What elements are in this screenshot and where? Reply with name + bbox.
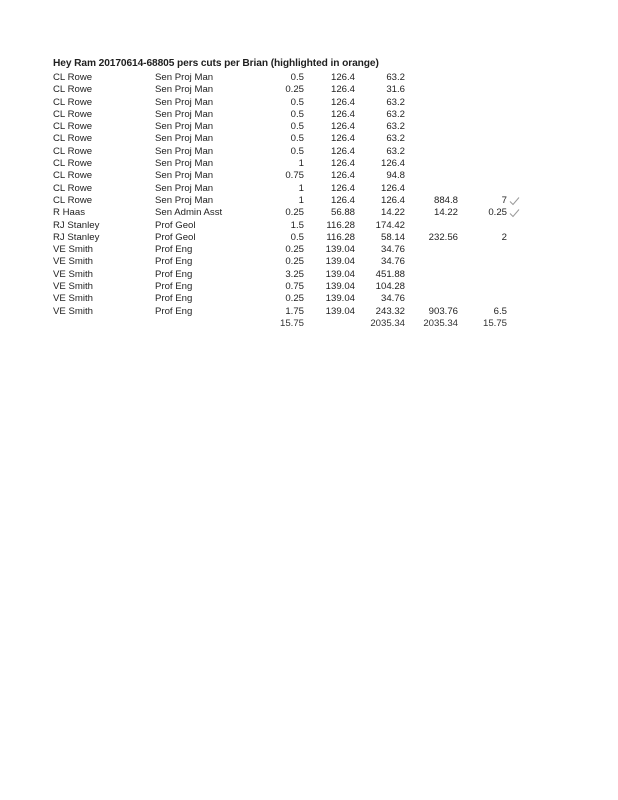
employee-position: Sen Proj Man (155, 96, 214, 108)
hours-value: 0.5 (290, 108, 304, 120)
amount-subtotal: 232.56 (428, 231, 458, 243)
hours-value: 3.25 (285, 268, 304, 280)
amount-value: 31.6 (386, 84, 405, 96)
employee-name: VE Smith (53, 293, 93, 305)
table-row (0, 158, 618, 170)
hours-value: 0.5 (290, 96, 304, 108)
rate-value: 126.4 (330, 133, 355, 145)
employee-position: Prof Geol (155, 231, 196, 243)
table-row (0, 146, 618, 158)
amount-value: 63.2 (386, 108, 405, 120)
employee-position: Sen Proj Man (155, 84, 214, 96)
hours-value: 0.5 (290, 121, 304, 133)
table-row (0, 220, 618, 232)
employee-name: CL Rowe (53, 182, 93, 194)
table-row (0, 269, 618, 281)
hours-value: 0.5 (290, 72, 304, 83)
hours-value: 1.75 (285, 305, 304, 317)
employee-position: Prof Geol (155, 219, 196, 231)
table-row (0, 232, 618, 244)
cost-table (0, 72, 618, 330)
employee-name: VE Smith (53, 244, 93, 256)
rate-value: 126.4 (330, 84, 355, 96)
rate-value: 116.28 (326, 219, 355, 231)
employee-name: CL Rowe (53, 133, 93, 145)
employee-position: Sen Proj Man (155, 72, 214, 83)
employee-position: Prof Eng (155, 268, 193, 280)
check-mark-icon (509, 196, 520, 206)
employee-name: CL Rowe (53, 108, 93, 120)
hours-value: 0.75 (285, 170, 304, 182)
rate-value: 126.4 (330, 158, 355, 170)
amount-value: 63.2 (386, 145, 405, 157)
hours-value: 0.5 (290, 133, 304, 145)
check-mark-icon (509, 208, 520, 218)
amount-value: 243.32 (375, 305, 405, 317)
rate-value: 126.4 (330, 96, 355, 108)
hours-value: 1 (298, 194, 304, 206)
employee-position: Sen Proj Man (155, 170, 214, 182)
hours-value: 0.5 (290, 231, 304, 243)
hours-value: 1 (298, 158, 304, 170)
table-row (0, 183, 618, 195)
amount-value: 63.2 (386, 121, 405, 133)
rate-value: 126.4 (330, 108, 355, 120)
rate-value: 139.04 (325, 293, 355, 305)
amount-subtotal: 884.8 (433, 194, 458, 206)
amount-value: 126.4 (380, 158, 405, 170)
total-hours: 15.75 (279, 317, 304, 329)
rate-value: 126.4 (330, 194, 355, 206)
rate-value: 126.4 (330, 182, 355, 194)
amount-subtotal: 14.22 (433, 207, 458, 219)
total-hours-subtotal: 15.75 (482, 317, 507, 329)
amount-value: 34.76 (380, 244, 405, 256)
employee-position: Sen Proj Man (155, 145, 214, 157)
table-row (0, 97, 618, 109)
employee-name: CL Rowe (53, 72, 93, 83)
amount-value: 104.28 (375, 281, 405, 293)
table-row (0, 121, 618, 133)
employee-name: VE Smith (53, 268, 93, 280)
hours-value: 0.25 (285, 84, 304, 96)
hours-value: 0.25 (285, 244, 304, 256)
rate-value: 116.28 (326, 231, 355, 243)
rate-value: 126.4 (330, 72, 355, 83)
amount-value: 58.14 (380, 231, 405, 243)
hours-value: 0.75 (285, 281, 304, 293)
amount-value: 34.76 (380, 256, 405, 268)
rate-value: 126.4 (330, 145, 355, 157)
employee-position: Sen Proj Man (155, 121, 214, 133)
hours-value: 0.25 (285, 256, 304, 268)
rate-value: 139.04 (325, 244, 355, 256)
employee-name: CL Rowe (53, 145, 93, 157)
hours-value: 1 (298, 182, 304, 194)
table-row (0, 293, 618, 305)
employee-position: Prof Eng (155, 244, 193, 256)
employee-name: R Haas (53, 207, 85, 219)
employee-name: VE Smith (53, 305, 93, 317)
employee-name: CL Rowe (53, 84, 93, 96)
employee-position: Prof Eng (155, 281, 193, 293)
hours-value: 0.25 (285, 293, 304, 305)
employee-name: CL Rowe (53, 194, 93, 206)
amount-value: 126.4 (380, 194, 405, 206)
table-row (0, 133, 618, 145)
amount-value: 63.2 (386, 72, 405, 83)
table-row (0, 72, 618, 84)
hours-subtotal: 2 (501, 231, 507, 243)
hours-value: 1.5 (290, 219, 304, 231)
total-amount: 2035.34 (370, 317, 405, 329)
rate-value: 126.4 (330, 170, 355, 182)
table-row (0, 306, 618, 318)
amount-value: 174.42 (375, 219, 405, 231)
hours-subtotal: 7 (501, 194, 507, 206)
table-row (0, 170, 618, 182)
rate-value: 139.04 (325, 268, 355, 280)
employee-name: VE Smith (53, 281, 93, 293)
amount-value: 14.22 (380, 207, 405, 219)
amount-subtotal: 903.76 (428, 305, 458, 317)
table-row (0, 281, 618, 293)
amount-value: 126.4 (380, 182, 405, 194)
table-row (0, 256, 618, 268)
table-row (0, 195, 618, 207)
employee-position: Prof Eng (155, 293, 193, 305)
employee-name: CL Rowe (53, 96, 93, 108)
amount-value: 451.88 (375, 268, 405, 280)
hours-value: 0.5 (290, 145, 304, 157)
employee-position: Prof Eng (155, 256, 193, 268)
rate-value: 139.04 (325, 281, 355, 293)
employee-position: Sen Proj Man (155, 182, 214, 194)
totals-row (0, 318, 618, 330)
hours-subtotal: 0.25 (488, 207, 507, 219)
employee-position: Sen Proj Man (155, 133, 214, 145)
employee-name: CL Rowe (53, 158, 93, 170)
rate-value: 139.04 (325, 305, 355, 317)
total-subtotal: 2035.34 (423, 317, 458, 329)
hours-value: 0.25 (285, 207, 304, 219)
employee-position: Sen Proj Man (155, 158, 214, 170)
employee-name: CL Rowe (53, 170, 93, 182)
employee-name: VE Smith (53, 256, 93, 268)
table-row (0, 207, 618, 219)
sheet-title: Hey Ram 20170614-68805 pers cuts per Brian (highlighted in orange) (53, 58, 379, 69)
table-row (0, 109, 618, 121)
employee-name: RJ Stanley (53, 231, 100, 243)
table-row (0, 84, 618, 96)
employee-position: Sen Proj Man (155, 194, 214, 206)
amount-value: 63.2 (386, 96, 405, 108)
employee-name: RJ Stanley (53, 219, 100, 231)
hours-subtotal: 6.5 (493, 305, 507, 317)
employee-position: Prof Eng (155, 305, 193, 317)
table-row (0, 244, 618, 256)
rate-value: 56.88 (330, 207, 355, 219)
rate-value: 139.04 (325, 256, 355, 268)
employee-position: Sen Proj Man (155, 108, 214, 120)
amount-value: 94.8 (386, 170, 405, 182)
employee-position: Sen Admin Asst (155, 207, 223, 219)
amount-value: 63.2 (386, 133, 405, 145)
rate-value: 126.4 (330, 121, 355, 133)
amount-value: 34.76 (380, 293, 405, 305)
employee-name: CL Rowe (53, 121, 93, 133)
